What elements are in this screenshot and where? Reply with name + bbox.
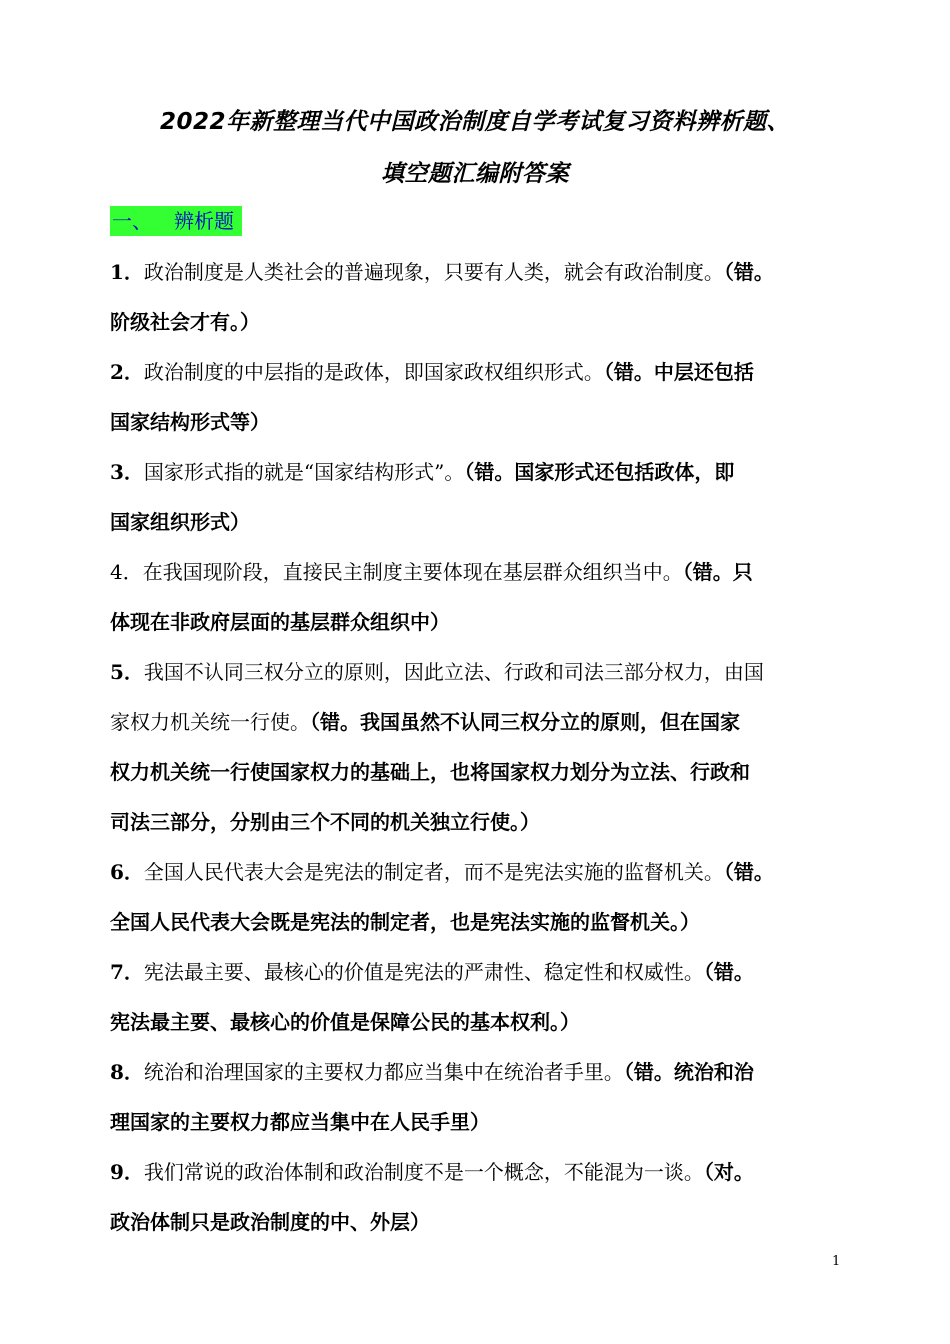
question-number: 5． [110,660,144,684]
answer-text: （错。 [703,960,754,984]
question-text: 在我国现阶段，直接民主制度主要体现在基层群众组织当中。 [142,560,683,584]
answer-1: 阶级社会才有。） [110,310,260,334]
answer-text: （错。只 [682,560,753,584]
question-text: 全国人民代表大会是宪法的制定者，而不是宪法实施的监督机关。 [143,860,724,884]
question-5-cont [110,708,850,736]
question-number: 9． [110,1160,144,1184]
document-title-line-2: 填空题汇编附答案 [381,161,569,187]
page-number: 1 [832,1254,841,1269]
question-text: 我国不认同三权分立的原则，因此立法、行政和司法三部分权力，由国 [143,660,764,684]
question-1 [110,258,850,286]
answer-9: 政治体制只是政治制度的中、外层） [110,1210,430,1234]
question-number: 8． [110,1060,144,1084]
answer-text: （错。 [723,260,774,284]
question-number: 2． [110,360,144,384]
question-7 [110,958,850,986]
answer-5-line-2: 权力机关统一行使国家权力的基础上，也将国家权力划分为立法、行政和 [110,760,750,784]
question-8 [110,1058,850,1086]
answer-2: 国家结构形式等） [110,410,270,434]
answer-5-line-3: 司法三部分，分别由三个不同的机关独立行使。） [110,810,540,834]
answer-text: （错。统治和治 [623,1060,754,1084]
section-number: 一、 [112,209,152,233]
answer-text: （错。 [723,860,774,884]
question-6 [110,858,850,886]
question-4 [110,558,850,586]
question-text: 政治制度的中层指的是政体，即国家政权组织形式。 [143,360,604,384]
question-3 [110,458,850,486]
question-number: 7． [110,960,144,984]
answer-8: 理国家的主要权力都应当集中在人民手里） [110,1110,490,1134]
question-number: 1． [110,260,144,284]
question-number: 4． [110,560,143,584]
question-text: 政治制度是人类社会的普遍现象，只要有人类，就会有政治制度。 [143,260,724,284]
question-9 [110,1158,850,1186]
answer-7: 宪法最主要、最核心的价值是保障公民的基本权利。） [110,1010,580,1034]
question-5 [110,658,850,686]
answer-4: 体现在非政府层面的基层群众组织中） [110,610,450,634]
section-heading [110,206,242,236]
question-text: 国家形式指的就是“国家结构形式”。 [143,460,465,484]
question-text: 统治和治理国家的主要权力都应当集中在统治者手里。 [143,1060,624,1084]
question-text: 我们常说的政治体制和政治制度不是一个概念，不能混为一谈。 [143,1160,704,1184]
answer-text: （错。我国虽然不认同三权分立的原则，但在国家 [310,710,740,734]
document-title-line-1: 2022年新整理当代中国政治制度自学考试复习资料辨析题、 [159,109,790,135]
question-number: 3． [110,460,144,484]
question-2 [110,358,850,386]
answer-text: （错。国家形式还包括政体，即 [464,460,735,484]
question-text: 宪法最主要、最核心的价值是宪法的严肃性、稳定性和权威性。 [143,960,704,984]
question-text: 家权力机关统一行使。 [110,710,310,734]
answer-text: （错。中层还包括 [603,360,754,384]
answer-3: 国家组织形式） [110,510,250,534]
answer-text: （对。 [703,1160,754,1184]
answer-6: 全国人民代表大会既是宪法的制定者，也是宪法实施的监督机关。） [110,910,700,934]
section-name: 辨析题 [174,206,234,236]
question-number: 6． [110,860,144,884]
